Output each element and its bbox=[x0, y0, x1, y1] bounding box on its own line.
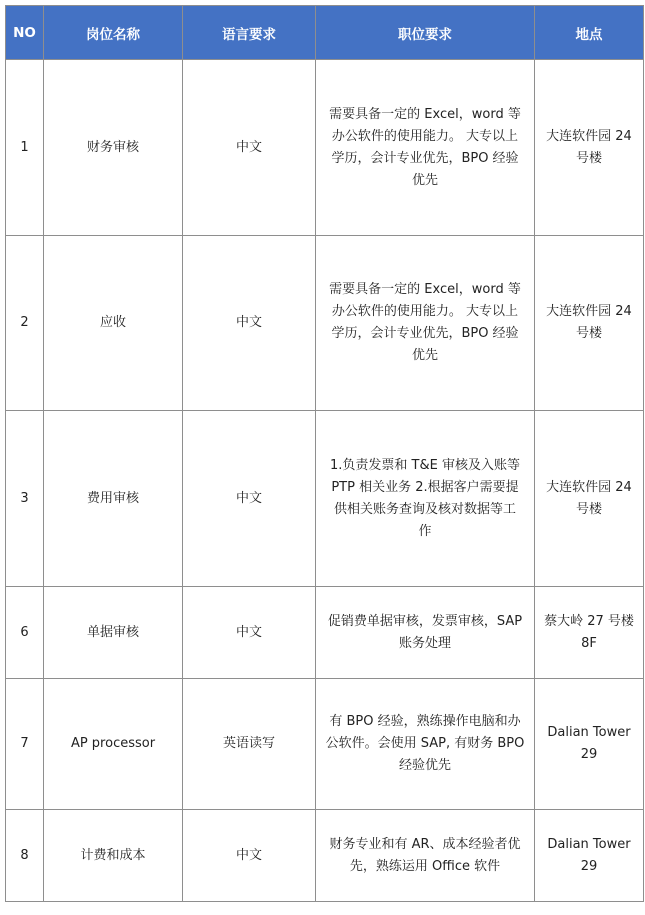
table-row bbox=[6, 679, 644, 810]
header-position: 岗位名称 bbox=[44, 6, 183, 60]
requirement-line: 优先 bbox=[411, 172, 438, 188]
requirement-line: 促销费单据审核，发票审核，SAP bbox=[327, 613, 523, 629]
cell-position: 计费和成本 bbox=[44, 810, 183, 902]
cell-language: 中文 bbox=[183, 60, 316, 236]
requirement-line: 公软件。会使用 SAP, 有财务 BPO bbox=[325, 736, 525, 751]
table-row bbox=[6, 587, 644, 679]
cell-language: 中文 bbox=[183, 411, 316, 587]
location-line: Dalian Tower bbox=[547, 725, 631, 740]
table-body bbox=[6, 60, 644, 902]
location-line: 蔡大岭 27 号楼 bbox=[544, 613, 634, 629]
cell-location bbox=[535, 236, 644, 411]
cell-location bbox=[535, 587, 644, 679]
cell-no: 2 bbox=[6, 236, 44, 411]
cell-position: AP processor bbox=[44, 679, 183, 810]
table-row bbox=[6, 236, 644, 411]
cell-no: 6 bbox=[6, 587, 44, 679]
requirement-line: 学历，会计专业优先，BPO 经验 bbox=[331, 150, 519, 166]
requirement-line: 优先 bbox=[411, 348, 438, 363]
requirement-line: 办公软件的使用能力。 大专以上 bbox=[331, 304, 519, 319]
cell-requirement bbox=[316, 587, 535, 679]
requirement-line: 经验优先 bbox=[398, 758, 451, 773]
cell-language: 英语读写 bbox=[183, 679, 316, 810]
location-line: 大连软件园 24 bbox=[546, 479, 632, 495]
location-line: Dalian Tower bbox=[547, 836, 631, 852]
cell-location bbox=[535, 411, 644, 587]
cell-position: 费用审核 bbox=[44, 411, 183, 587]
cell-position: 应收 bbox=[44, 236, 183, 411]
cell-language: 中文 bbox=[183, 236, 316, 411]
cell-location bbox=[535, 679, 644, 810]
location-line: 大连软件园 24 bbox=[546, 304, 632, 319]
location-line: 大连软件园 24 bbox=[546, 128, 632, 144]
location-line: 29 bbox=[580, 858, 598, 874]
requirement-line: 有 BPO 经验，熟练操作电脑和办 bbox=[329, 714, 521, 729]
requirement-line: 账务处理 bbox=[398, 635, 451, 651]
location-line: 29 bbox=[580, 747, 598, 762]
cell-no: 8 bbox=[6, 810, 44, 902]
location-line: 号楼 bbox=[575, 150, 602, 166]
job-table bbox=[5, 5, 644, 902]
location-line: 8F bbox=[581, 635, 597, 651]
table-row bbox=[6, 60, 644, 236]
requirement-line: 需要具备一定的 Excel，word 等 bbox=[329, 106, 521, 122]
cell-position: 财务审核 bbox=[44, 60, 183, 236]
cell-location bbox=[535, 810, 644, 902]
cell-no: 7 bbox=[6, 679, 44, 810]
location-line: 号楼 bbox=[575, 326, 602, 341]
cell-requirement bbox=[316, 236, 535, 411]
requirement-line: 需要具备一定的 Excel，word 等 bbox=[329, 282, 521, 297]
header-location: 地点 bbox=[535, 6, 644, 60]
requirement-line: 学历，会计专业优先，BPO 经验 bbox=[331, 326, 519, 341]
cell-no: 1 bbox=[6, 60, 44, 236]
table-row bbox=[6, 810, 644, 902]
requirement-line: PTP 相关业务 2.根据客户需要提 bbox=[331, 479, 519, 495]
header-no: NO bbox=[6, 6, 44, 60]
cell-requirement bbox=[316, 810, 535, 902]
requirement-line: 办公软件的使用能力。 大专以上 bbox=[331, 128, 519, 144]
requirement-line: 财务专业和有 AR、成本经验者优 bbox=[329, 836, 521, 852]
cell-requirement bbox=[316, 411, 535, 587]
table-row bbox=[6, 411, 644, 587]
requirement-line: 先，熟练运用 Office 软件 bbox=[349, 858, 501, 874]
cell-no: 3 bbox=[6, 411, 44, 587]
header-requirement: 职位要求 bbox=[316, 6, 535, 60]
cell-language: 中文 bbox=[183, 810, 316, 902]
cell-requirement bbox=[316, 60, 535, 236]
header-row bbox=[6, 6, 644, 60]
requirement-line: 1.负责发票和 T&E 审核及入账等 bbox=[330, 457, 520, 473]
requirement-line: 作 bbox=[418, 523, 432, 539]
requirement-line: 供相关账务查询及核对数据等工 bbox=[333, 501, 516, 517]
location-line: 号楼 bbox=[575, 501, 602, 517]
cell-language: 中文 bbox=[183, 587, 316, 679]
cell-location bbox=[535, 60, 644, 236]
header-language: 语言要求 bbox=[183, 6, 316, 60]
cell-requirement bbox=[316, 679, 535, 810]
cell-position: 单据审核 bbox=[44, 587, 183, 679]
